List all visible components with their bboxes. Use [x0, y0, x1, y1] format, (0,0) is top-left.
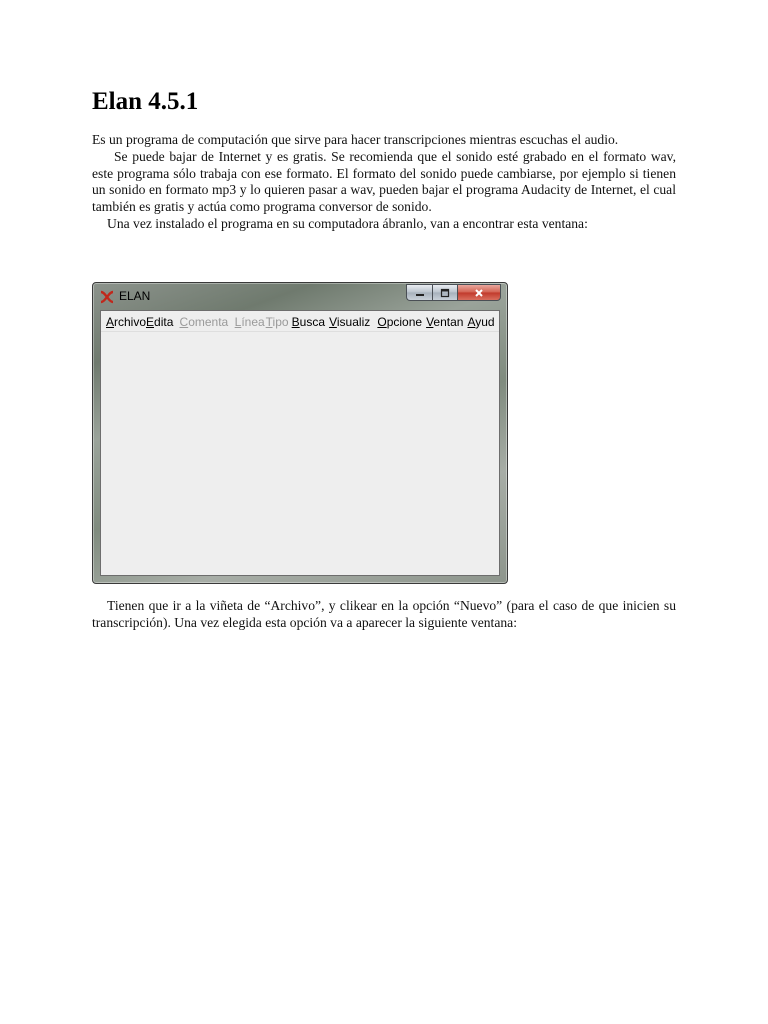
- document-page-continued: [92, 598, 676, 632]
- close-icon: [474, 288, 484, 298]
- menu-item-ayud[interactable]: Ayud: [467, 315, 495, 329]
- minimize-icon: [415, 288, 425, 298]
- elan-window-screenshot: [92, 282, 508, 584]
- menu-item-tipo[interactable]: Tipo: [265, 315, 289, 329]
- menu-bar: [101, 313, 499, 332]
- paragraph-intro: Es un programa de computación que sirve para hacer transcripciones mientras escuchas el audio.: [92, 132, 619, 147]
- window-title: ELAN: [119, 289, 151, 303]
- maximize-button[interactable]: [432, 284, 457, 301]
- paragraph-installed: Una vez instalado el programa en su computadora ábranlo, van a encontrar esta ventana:: [107, 215, 588, 231]
- document-page: [92, 86, 676, 233]
- window-titlebar[interactable]: [93, 283, 507, 310]
- menu-item-archivo[interactable]: Archivo: [106, 315, 147, 329]
- window-controls: [406, 284, 501, 301]
- elan-logo-icon: [100, 290, 114, 304]
- paragraph-instructions: Tienen que ir a la viñeta de “Archivo”, y clikear en la opción “Nuevo” (para el caso de que inicien su transcripción). Una vez elegida esta opción va a aparecer la siguiente ventana:: [92, 598, 676, 630]
- window-client-area: [100, 310, 500, 576]
- menu-item-busca[interactable]: Busca: [291, 315, 326, 329]
- document-title: Elan 4.5.1: [92, 88, 199, 115]
- maximize-icon: [440, 288, 450, 298]
- menu-item-ventan[interactable]: Ventan: [426, 315, 464, 329]
- minimize-button[interactable]: [406, 284, 432, 301]
- menu-item-comenta[interactable]: Comenta: [179, 315, 229, 329]
- menu-item-edita[interactable]: Edita: [146, 315, 174, 329]
- paragraph-download: Se puede bajar de Internet y es gratis. Se recomienda que el sonido esté grabado en el formato wav, este programa sólo trabaja con ese formato. El formato del sonido puede cambiarse, por ejemplo si tienen un sonido en formato mp3 y lo quieren pasar a wav, pueden bajar el programa Audacity de Internet, el cual también es gratis y actúa como programa conversor de sonido.: [92, 148, 676, 215]
- menu-item-linea[interactable]: Línea: [234, 315, 265, 329]
- menu-item-visualiz[interactable]: Visualiz: [329, 315, 371, 329]
- menu-item-opcione[interactable]: Opcione: [377, 315, 423, 329]
- close-button[interactable]: [457, 284, 501, 301]
